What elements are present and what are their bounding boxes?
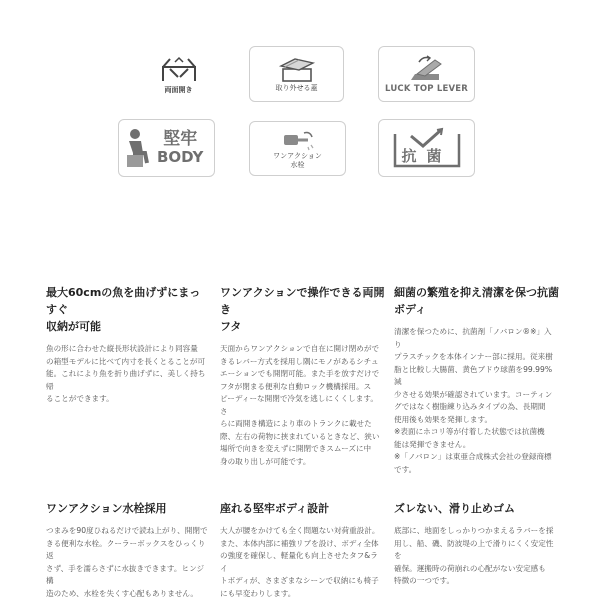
seated-person-icon [125, 127, 153, 169]
sturdy-label-body: BODY [157, 148, 204, 167]
feature-double-open-lid [220, 284, 385, 468]
feature-description: 清潔を保つために、抗菌剤「ノバロン®※」入り プラスチックを本体インナー部に採用。従来樹 脂と比較し大腸菌、黄色ブドウ球菌を99.99%減 少させる効果が確認されています。コーティン グではなく樹脂練り込みタイプの為、長期間 使用後も効果を発揮します。 ※表面にホコリ等が付着した状態では抗菌機 能は発揮できません。 ※「ノバロン」は東亜合成株式会社の登録商標 です。 [394, 327, 553, 474]
double-open-caption: 両面開き [164, 85, 193, 94]
feature-description: 底部に、地面をしっかりつかまえるラバーを採 用し、船、磯、防波堤の上で滑りにくく安定性を 確保。運搬時の荷崩れの心配がない安定感も 特徴の一つです。 [394, 526, 554, 586]
antibacterial-label: 抗菌 [401, 147, 452, 165]
removable-lid-caption: 取り外せる蓋 [275, 83, 318, 92]
one-action-plug-caption-line1: ワンアクション [273, 151, 322, 160]
feature-description: 魚の形に合わせた縦長形状設計により同容量 の箱型モデルに比べて内寸を長くとることが可 能。これにより魚を折り曲げずに、美しく持ち帰 ることができます。 [46, 344, 206, 404]
feature-title: ズレない、滑り止めゴム [394, 502, 515, 515]
feature-title: 座れる堅牢ボディ設計 [220, 502, 330, 515]
drain-plug-icon [280, 129, 316, 151]
sturdy-label-kanji: 堅牢 [163, 129, 198, 150]
feature-title: 細菌の繁殖を抑え清潔を保つ抗菌 ボディ [394, 286, 559, 317]
feature-title: 最大60cmの魚を曲げずにまっすぐ 収納が可能 [46, 286, 201, 334]
feature-description: 天面からワンアクションで自在に開け閉めがで きるレバー方式を採用し隅にモノがあるシチュ エーションでも開閉可能。また手を放すだけで フタが閉まる便利な自動ロック機構採用。ス ピーディーな開閉で冷気を逃しにくくします。さ らに両開き構造により車のトランクに載せた 際、左右の荷物に挟まれているときなど、狭い 場所で向きを変えずに開閉できスムーズに中 身の取り出しが可能です。 [220, 344, 380, 466]
one-action-plug-icon-tile [249, 121, 346, 176]
feature-description: 大人が腰をかけても全く問題ない対荷重設計。 また、本体内部に補強リブを設け、ボディ全体 の強度を確保し、軽量化も向上させたタフ&ライ トボディが、さまざまなシーンで収納にも椅子 にも早変わりします。 [220, 526, 380, 598]
feature-title: ワンアクションで操作できる両開き フタ [220, 286, 385, 334]
feature-sturdy-body [220, 500, 385, 600]
lever-icon [405, 54, 449, 84]
feature-non-slip-rubber [394, 500, 559, 588]
double-open-icon [156, 55, 202, 85]
one-action-plug-caption-line2: 水栓 [290, 160, 305, 169]
feature-description: つまみを90度ひねるだけで読ね上がり、開閉で きる便利な水栓。クーラーボックスをひっくり返 さず、手を濡らさずに水抜きできます。ヒンジ構 造のため、水栓を失くす心配もありません。 [46, 526, 208, 598]
feature-one-action-plug [46, 500, 211, 600]
feature-title: ワンアクション水栓採用 [46, 502, 167, 515]
removable-lid-icon [275, 57, 319, 83]
removable-lid-icon-tile [249, 46, 344, 102]
antibacterial-icon-tile [378, 119, 475, 177]
luck-top-lever-label: LUCK TOP LEVER [385, 84, 468, 94]
sturdy-body-icon-tile [118, 119, 215, 177]
feature-antibacterial-body [394, 284, 559, 476]
feature-fish-storage [46, 284, 211, 406]
luck-top-lever-icon-tile [378, 46, 475, 102]
double-open-icon-tile [131, 46, 226, 102]
